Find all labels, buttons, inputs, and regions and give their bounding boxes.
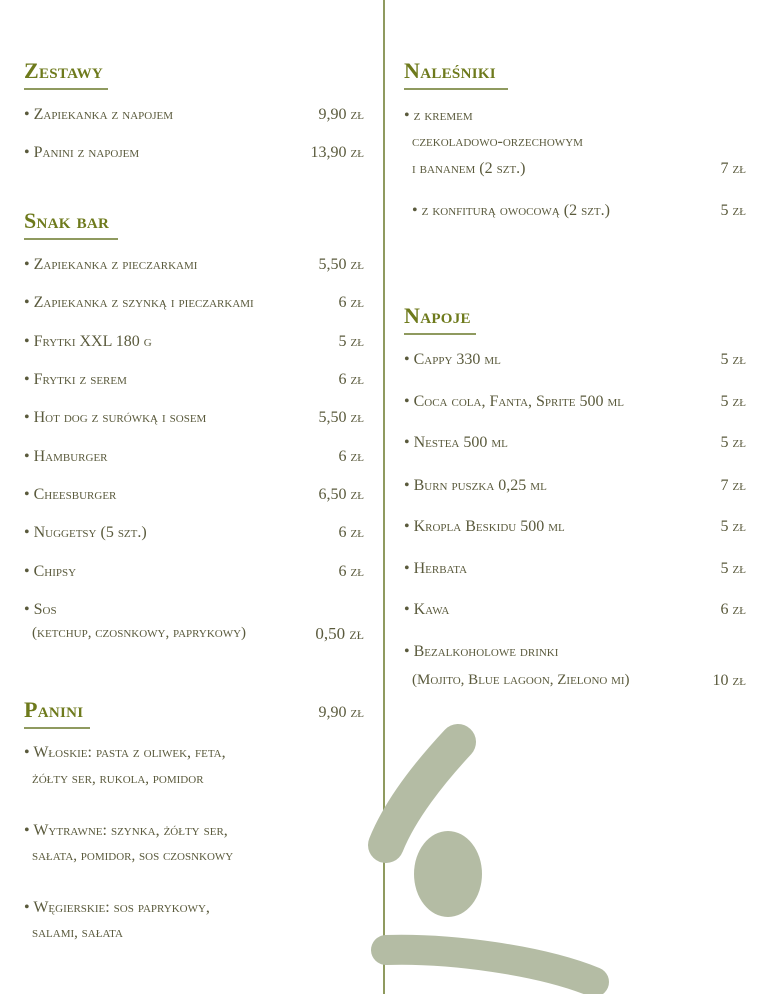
item-price: 5 zł bbox=[720, 393, 746, 410]
item-price: 5 zł bbox=[720, 202, 746, 219]
item-name: • Frytki z serem bbox=[24, 371, 127, 388]
item-description: (Mojito, Blue lagoon, Zielono mi) bbox=[412, 672, 630, 688]
item-price: 9,90 zł bbox=[318, 704, 364, 721]
section-heading-snak-bar: Snak bar bbox=[24, 208, 118, 240]
item-name: • Wytrawne: szynka, żółty ser, bbox=[24, 822, 228, 839]
item-price: 6 zł bbox=[338, 294, 364, 311]
item-description: salami, sałata bbox=[32, 925, 123, 941]
item-price: 5 zł bbox=[720, 518, 746, 535]
item-name: • Panini z napojem bbox=[24, 144, 140, 161]
item-description: i bananem (2 szt.) bbox=[412, 160, 526, 177]
item-name: • Włoskie: pasta z oliwek, feta, bbox=[24, 744, 226, 761]
item-description: (ketchup, czosnkowy, paprykowy) bbox=[32, 625, 247, 641]
item-name: • Zapiekanka z pieczarkami bbox=[24, 256, 198, 273]
item-name: • Zapiekanka z napojem bbox=[24, 106, 173, 123]
item-description: żółty ser, rukola, pomidor bbox=[32, 771, 204, 787]
item-price: 7 zł bbox=[720, 477, 746, 494]
item-price: 13,90 zł bbox=[310, 144, 364, 161]
item-name: • Węgierskie: sos paprykowy, bbox=[24, 899, 210, 916]
item-description: sałata, pomidor, sos czosnkowy bbox=[32, 848, 234, 864]
item-price: 9,90 zł bbox=[318, 106, 364, 123]
item-name: • Hamburger bbox=[24, 448, 108, 465]
item-price: 10 zł bbox=[712, 672, 746, 689]
item-price: 6 zł bbox=[338, 563, 364, 580]
item-description: czekoladowo-orzechowym bbox=[412, 133, 583, 150]
item-name: • Coca cola, Fanta, Sprite 500 ml bbox=[404, 393, 624, 410]
section-heading-zestawy: Zestawy bbox=[24, 58, 108, 90]
item-price: 5,50 zł bbox=[318, 409, 364, 426]
section-heading-panini: Panini bbox=[24, 697, 90, 729]
item-price: 5 zł bbox=[720, 560, 746, 577]
section-heading-napoje: Napoje bbox=[404, 303, 476, 335]
section-heading-nalesniki: Naleśniki bbox=[404, 58, 508, 90]
item-price: 5 zł bbox=[338, 333, 364, 350]
item-name: • Frytki XXL 180 g bbox=[24, 333, 152, 350]
item-name: • Sos bbox=[24, 601, 57, 618]
item-price: 0,50 zł bbox=[315, 624, 364, 643]
item-name: • Herbata bbox=[404, 560, 468, 577]
item-price: 5,50 zł bbox=[318, 256, 364, 273]
item-name: • Nuggetsy (5 szt.) bbox=[24, 524, 147, 541]
item-name: • Cheesburger bbox=[24, 486, 117, 503]
item-name: • Kropla Beskidu 500 ml bbox=[404, 518, 565, 535]
item-price: 6,50 zł bbox=[318, 486, 364, 503]
item-price: 6 zł bbox=[338, 524, 364, 541]
item-name: • Kawa bbox=[404, 601, 450, 618]
item-price: 6 zł bbox=[720, 601, 746, 618]
item-price: 5 zł bbox=[720, 434, 746, 451]
item-name: • Bezalkoholowe drinki bbox=[404, 643, 559, 660]
item-price: 6 zł bbox=[338, 371, 364, 388]
item-name: • z konfiturą owocową (2 szt.) bbox=[412, 202, 610, 219]
item-name: • Zapiekanka z szynką i pieczarkami bbox=[24, 294, 254, 311]
item-name: • Chipsy bbox=[24, 563, 77, 580]
item-name: • Hot dog z surówką i sosem bbox=[24, 409, 207, 426]
item-name: • Nestea 500 ml bbox=[404, 434, 508, 451]
item-name: • z kremem bbox=[404, 107, 473, 124]
item-price: 7 zł bbox=[720, 160, 746, 177]
item-price: 6 zł bbox=[338, 448, 364, 465]
item-name: • Burn puszka 0,25 ml bbox=[404, 477, 547, 494]
item-name: • Cappy 330 ml bbox=[404, 351, 501, 368]
item-price: 5 zł bbox=[720, 351, 746, 368]
